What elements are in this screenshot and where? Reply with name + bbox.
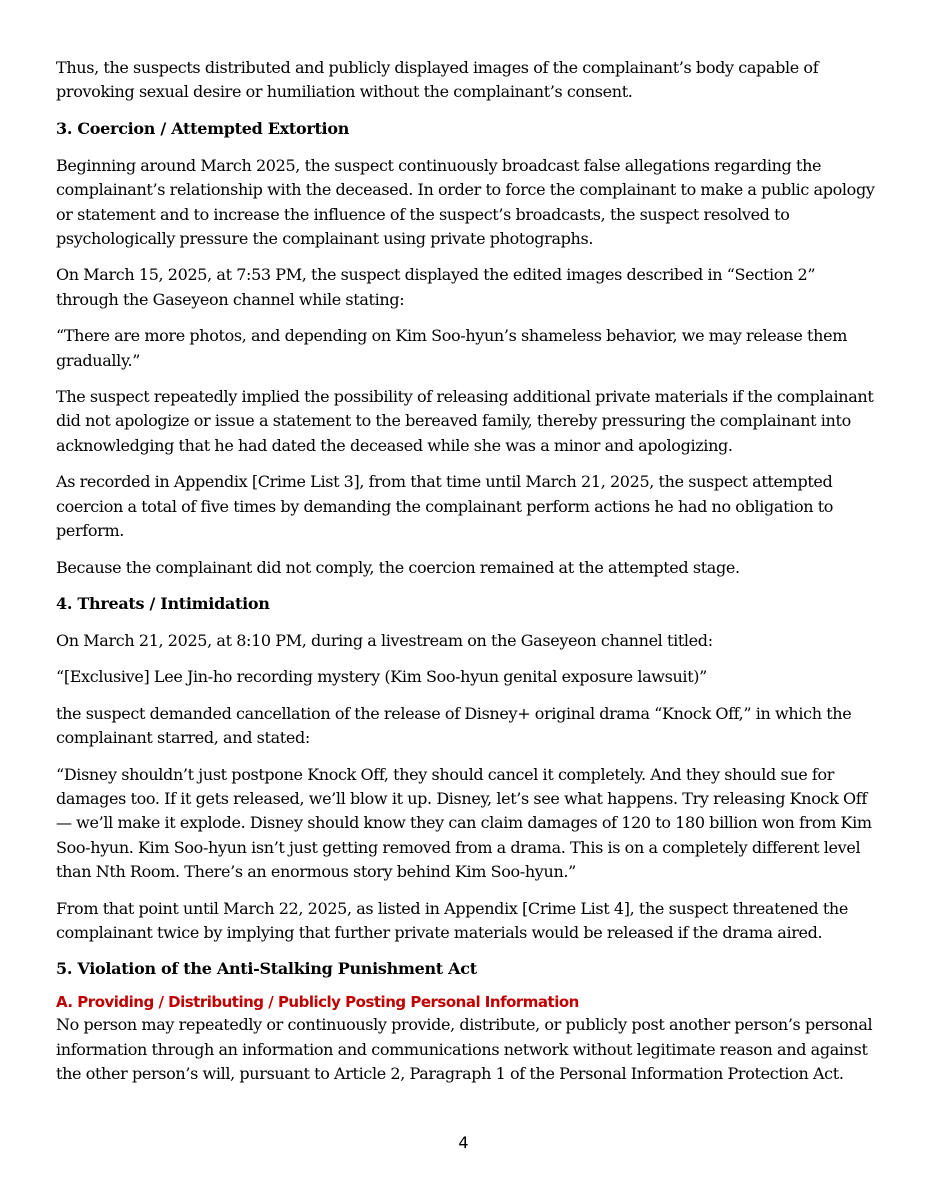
paragraph-attempted-stage: Because the complainant did not comply, the coercion remained at the attempted stage. <box>56 557 740 577</box>
paragraph-crime-list-4: From that point until March 22, 2025, as listed in Appendix [Crime List 4], the suspect threatened the complainant twice by implying that further private materials would be released if the drama aired. <box>56 898 848 942</box>
subsection-heading-personal-info: A. Providing / Distributing / Publicly Posting Personal Information <box>56 993 579 1012</box>
section-heading-anti-stalking: 5. Violation of the Anti-Stalking Punishment Act <box>56 959 477 979</box>
paragraph-implied-release: The suspect repeatedly implied the possibility of releasing additional private materials if the complainant did not apologize or issue a statement to the bereaved family, thereby pressuring the complainant into acknowledging that he had dated the deceased while she was a minor and apologizing. <box>56 387 874 455</box>
section-heading-coercion: 3. Coercion / Attempted Extortion <box>56 118 350 138</box>
paragraph-intro: Thus, the suspects distributed and publicly displayed images of the complainant’s body capable of provoking sexual desire or humiliation without the complainant’s consent. <box>56 58 819 102</box>
paragraph-crime-list-3: As recorded in Appendix [Crime List 3], from that time until March 21, 2025, the suspect attempted coercion a total of five times by demanding the complainant perform actions he had no obligation to perform. <box>56 472 834 541</box>
quote-disney-statement: “Disney shouldn’t just postpone Knock Off, they should cancel it completely. And they should sue for damages too. If it gets released, we’ll blow it up. Disney, let’s see what happens. Try releasing Knock Off — we’ll make it explode. Disney should know they can claim damages of 120 to 180 billion won from Kim Soo-hyun. Kim Soo-hyun isn’t just getting removed from a drama. This is on a completely different level than Nth Room. There’s an enormous story behind Kim Soo-hyun.” <box>56 764 872 882</box>
paragraph-background: Beginning around March 2025, the suspect continuously broadcast false allegations regarding the complainant’s relationship with the deceased. In order to force the complainant to make a public apology or statement and to increase the influence of the suspect’s broadcasts, the suspect resolved to psychologically pressure the complainant using private photographs. <box>56 155 875 249</box>
paragraph-knock-off-demand: the suspect demanded cancellation of the release of Disney+ original drama “Knock Off,” in which the complainant starred, and stated: <box>56 703 852 748</box>
document-page <box>56 56 878 1087</box>
paragraph-march15: On March 15, 2025, at 7:53 PM, the suspect displayed the edited images described in “Section 2” through the Gaseyeon channel while stating: <box>56 265 816 309</box>
paragraph-march21: On March 21, 2025, at 8:10 PM, during a livestream on the Gaseyeon channel titled: <box>56 630 713 650</box>
quote-more-photos: “There are more photos, and depending on Kim Soo-hyun’s shameless behavior, we may release them gradually.” <box>56 326 848 370</box>
page-number: 4 <box>458 1133 469 1152</box>
paragraph-personal-info-rule: No person may repeatedly or continuously provide, distribute, or publicly post another person’s personal information through an information and communications network without legitimate reason and against the other person’s will, pursuant to Article 2, Paragraph 1 of the Personal Information Protection Act. <box>56 1015 873 1084</box>
quote-livestream-title: “[Exclusive] Lee Jin-ho recording mystery (Kim Soo-hyun genital exposure lawsuit)” <box>56 667 708 687</box>
section-heading-threats: 4. Threats / Intimidation <box>56 593 270 613</box>
